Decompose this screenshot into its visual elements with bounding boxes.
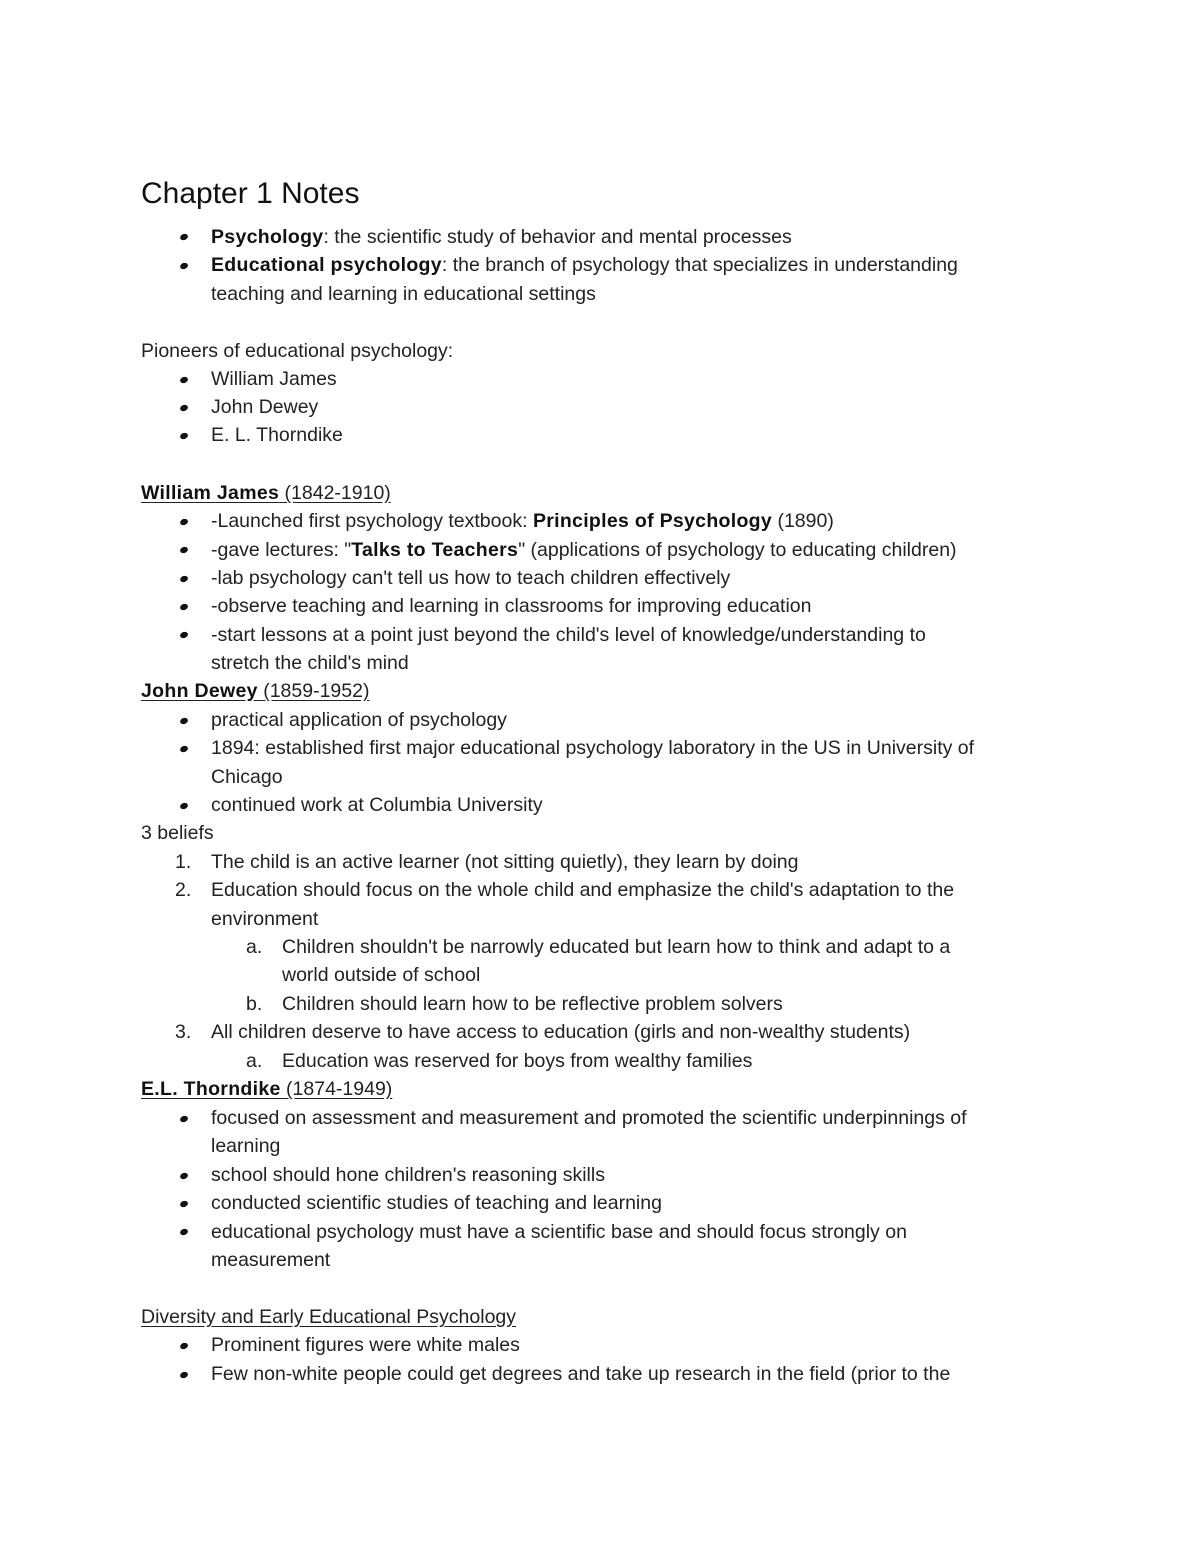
list-item: focused on assessment and measurement and promoted the scientific underpinnings of	[211, 1107, 967, 1129]
list-item	[211, 507, 834, 535]
sub-item-continuation: world outside of school	[282, 964, 481, 986]
term-educational-psychology: Educational psychology	[211, 254, 442, 276]
list-letter: a.	[246, 1050, 263, 1072]
item-text: " (applications of psychology to educating children)	[518, 539, 957, 561]
lecture-title: Talks to Teachers	[351, 539, 519, 561]
definition-continuation: teaching and learning in educational settings	[211, 283, 596, 305]
heading-name: E.L. Thorndike	[141, 1078, 281, 1100]
bullet-icon	[179, 1172, 189, 1180]
bullet-icon	[179, 376, 189, 384]
bullet-icon	[179, 1371, 189, 1379]
list-item: continued work at Columbia University	[211, 794, 543, 816]
numbered-item-continuation: environment	[211, 908, 319, 930]
definition-text: : the scientific study of behavior and mental processes	[323, 226, 792, 248]
list-item: educational psychology must have a scientific base and should focus strongly on	[211, 1221, 907, 1243]
pioneers-heading: Pioneers of educational psychology:	[141, 340, 454, 362]
bullet-icon	[179, 1115, 189, 1123]
sub-item: Education was reserved for boys from wealthy families	[282, 1050, 753, 1072]
section-heading-diversity: Diversity and Early Educational Psychology	[141, 1306, 517, 1328]
list-item: Few non-white people could get degrees and take up research in the field (prior to the	[211, 1363, 951, 1385]
sub-item: Children should learn how to be reflective problem solvers	[282, 993, 783, 1015]
section-heading-thorndike	[141, 1075, 392, 1103]
list-item: school should hone children's reasoning skills	[211, 1164, 605, 1186]
list-item-continuation: stretch the child's mind	[211, 652, 409, 674]
bullet-icon	[179, 603, 189, 611]
list-item: -start lessons at a point just beyond the child's level of knowledge/understanding to	[211, 624, 926, 646]
item-text: (1890)	[772, 510, 834, 532]
list-item: 1894: established first major educational psychology laboratory in the US in University of	[211, 737, 975, 759]
page-title: Chapter 1 Notes	[141, 177, 360, 210]
heading-years: (1842-1910)	[279, 482, 391, 504]
list-item: -observe teaching and learning in classrooms for improving education	[211, 595, 812, 617]
heading-years: (1874-1949)	[280, 1078, 393, 1100]
pioneer-item: E. L. Thorndike	[211, 424, 343, 446]
list-number: 3.	[175, 1021, 192, 1043]
bullet-icon	[179, 1228, 189, 1236]
book-title: Principles of Psychology	[532, 510, 773, 532]
list-item-continuation: learning	[211, 1135, 281, 1157]
bullet-icon	[179, 518, 189, 526]
numbered-item: The child is an active learner (not sitting quietly), they learn by doing	[211, 851, 799, 873]
item-text: -Launched first psychology textbook:	[211, 510, 533, 532]
numbered-item: All children deserve to have access to education (girls and non-wealthy students)	[211, 1021, 911, 1043]
term-psychology: Psychology	[211, 226, 324, 248]
bullet-icon	[179, 1200, 189, 1208]
bullet-icon	[179, 745, 189, 753]
definition-psychology	[211, 223, 792, 251]
beliefs-heading: 3 beliefs	[141, 822, 214, 844]
bullet-icon	[179, 631, 189, 639]
item-text: -gave lectures: "	[211, 539, 352, 561]
pioneer-item: William James	[211, 368, 337, 390]
heading-name: William James	[141, 482, 280, 504]
definition-educational-psychology	[211, 251, 958, 279]
bullet-icon	[179, 575, 189, 583]
numbered-item: Education should focus on the whole child and emphasize the child's adaptation to the	[211, 879, 955, 901]
list-item: practical application of psychology	[211, 709, 507, 731]
bullet-icon	[179, 1342, 189, 1350]
bullet-icon	[179, 546, 189, 554]
section-heading-james	[141, 479, 391, 507]
list-letter: b.	[246, 993, 263, 1015]
bullet-icon	[179, 802, 189, 810]
list-number: 1.	[175, 851, 192, 873]
pioneer-item: John Dewey	[211, 396, 319, 418]
list-item-continuation: Chicago	[211, 766, 283, 788]
heading-years: (1859-1952)	[257, 680, 370, 702]
bullet-icon	[179, 262, 189, 270]
definition-text: : the branch of psychology that specializes in understanding	[441, 254, 958, 276]
bullet-icon	[179, 432, 189, 440]
heading-name: John Dewey	[141, 680, 258, 702]
list-item: -lab psychology can't tell us how to teach children effectively	[211, 567, 731, 589]
list-item: Prominent figures were white males	[211, 1334, 520, 1356]
sub-item: Children shouldn't be narrowly educated but learn how to think and adapt to a	[282, 936, 951, 958]
bullet-icon	[179, 404, 189, 412]
list-letter: a.	[246, 936, 263, 958]
list-item-continuation: measurement	[211, 1249, 331, 1271]
list-number: 2.	[175, 879, 192, 901]
bullet-icon	[179, 233, 189, 241]
bullet-icon	[179, 717, 189, 725]
section-heading-dewey	[141, 677, 369, 705]
list-item: conducted scientific studies of teaching and learning	[211, 1192, 662, 1214]
list-item	[211, 536, 957, 564]
